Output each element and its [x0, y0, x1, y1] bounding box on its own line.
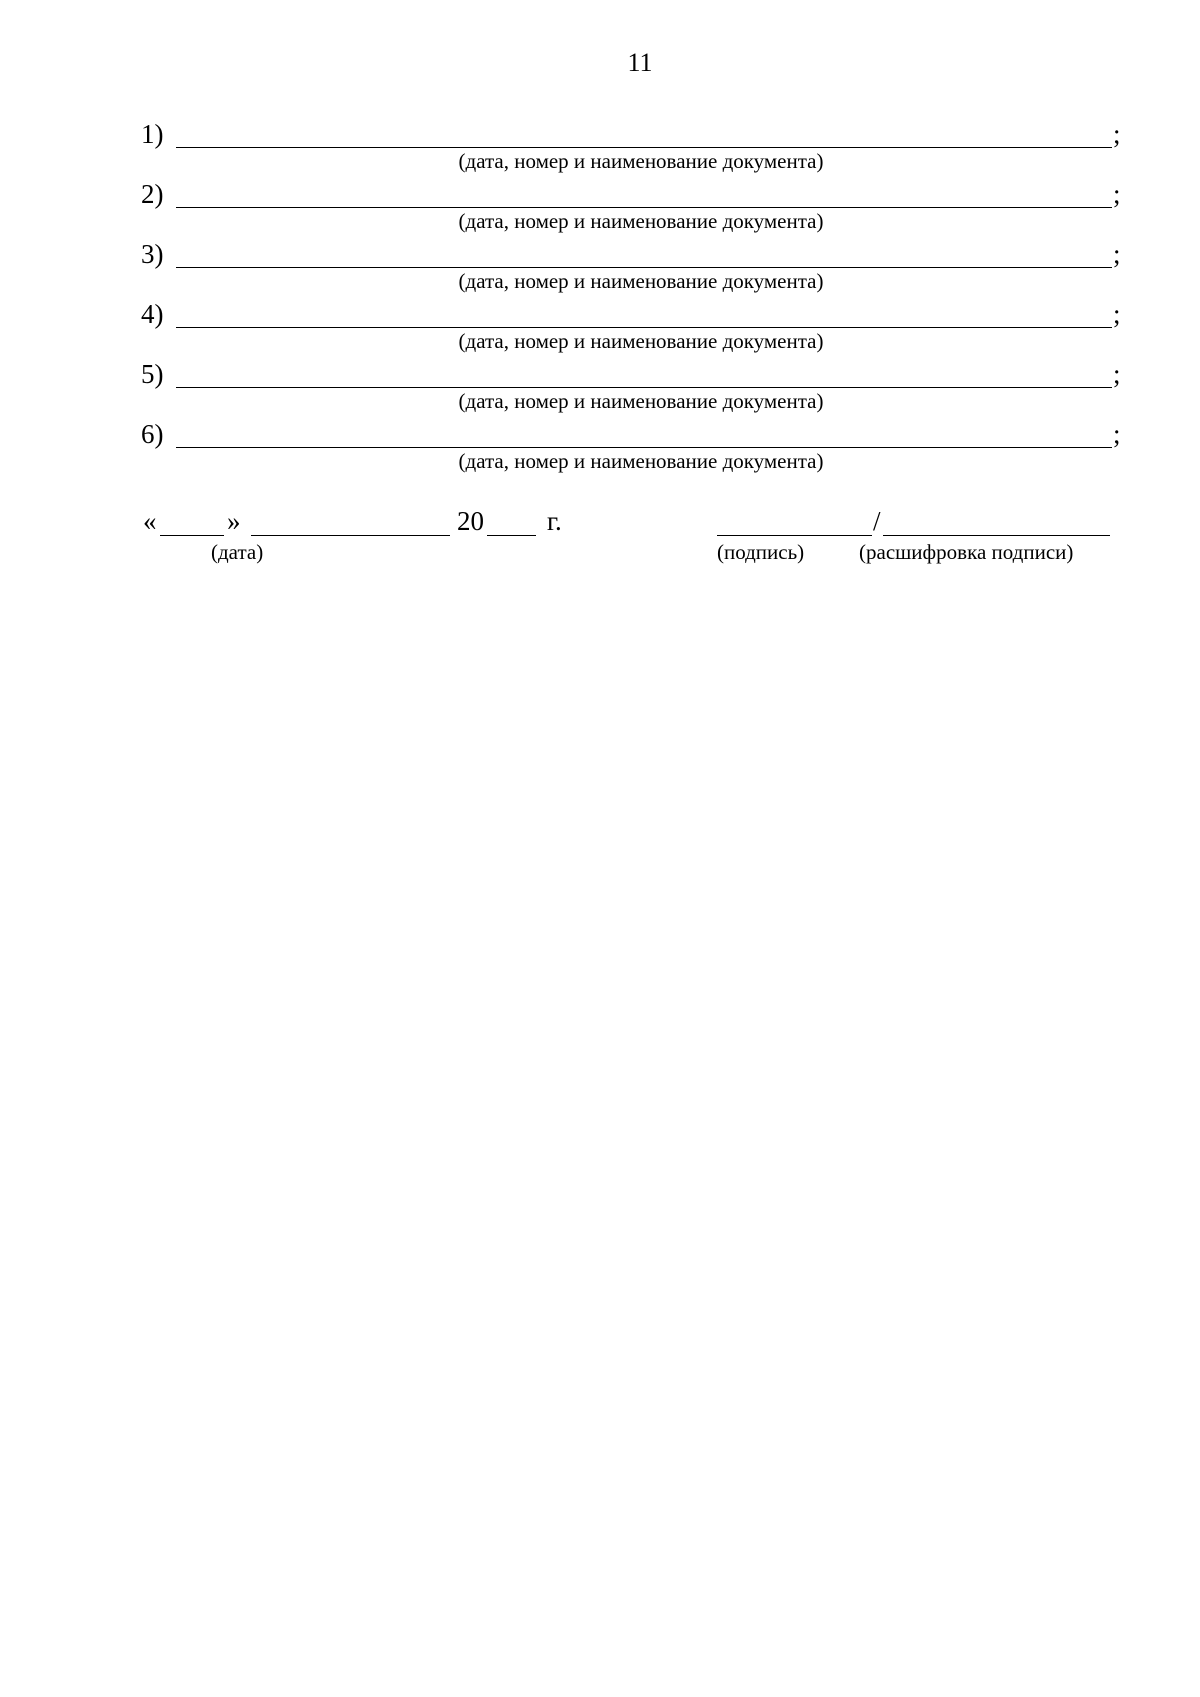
date-open-quote: «	[143, 506, 157, 536]
signature-decode-fill-line[interactable]	[883, 535, 1110, 536]
entry-caption: (дата, номер и наименование документа)	[458, 389, 824, 413]
entry-4	[141, 298, 1141, 358]
year-fill-line[interactable]	[487, 535, 536, 536]
entry-caption: (дата, номер и наименование документа)	[458, 209, 824, 233]
year-prefix: 20	[457, 506, 484, 536]
entry-end-mark: ;	[1113, 119, 1121, 149]
entry-number: 5)	[141, 359, 164, 389]
entry-caption: (дата, номер и наименование документа)	[458, 449, 824, 473]
entry-1	[141, 118, 1141, 178]
entry-end-mark: ;	[1113, 179, 1121, 209]
entry-number: 3)	[141, 239, 164, 269]
entry-number: 6)	[141, 419, 164, 449]
month-fill-line[interactable]	[251, 535, 450, 536]
entry-end-mark: ;	[1113, 299, 1121, 329]
entry-number: 1)	[141, 119, 164, 149]
entry-caption: (дата, номер и наименование документа)	[458, 329, 824, 353]
signature-fill-line[interactable]	[717, 535, 872, 536]
entry-number: 2)	[141, 179, 164, 209]
day-fill-line[interactable]	[160, 535, 224, 536]
year-suffix: г.	[547, 506, 562, 536]
entry-3	[141, 238, 1141, 298]
entry-6	[141, 418, 1141, 478]
entry-end-mark: ;	[1113, 359, 1121, 389]
signature-block	[717, 505, 1117, 565]
entry-number: 4)	[141, 299, 164, 329]
signature-decode-caption: (расшифровка подписи)	[859, 540, 1074, 564]
date-caption: (дата)	[211, 540, 264, 564]
entry-2	[141, 178, 1141, 238]
entry-caption: (дата, номер и наименование документа)	[458, 269, 824, 293]
signature-caption: (подпись)	[717, 540, 805, 564]
date-close-quote: »	[227, 506, 241, 536]
signature-separator: /	[873, 506, 881, 536]
page-number: 11	[627, 48, 653, 77]
entry-caption: (дата, номер и наименование документа)	[458, 149, 824, 173]
entry-5	[141, 358, 1141, 418]
date-block	[141, 505, 601, 565]
entry-end-mark: ;	[1113, 239, 1121, 269]
entry-end-mark: ;	[1113, 419, 1121, 449]
